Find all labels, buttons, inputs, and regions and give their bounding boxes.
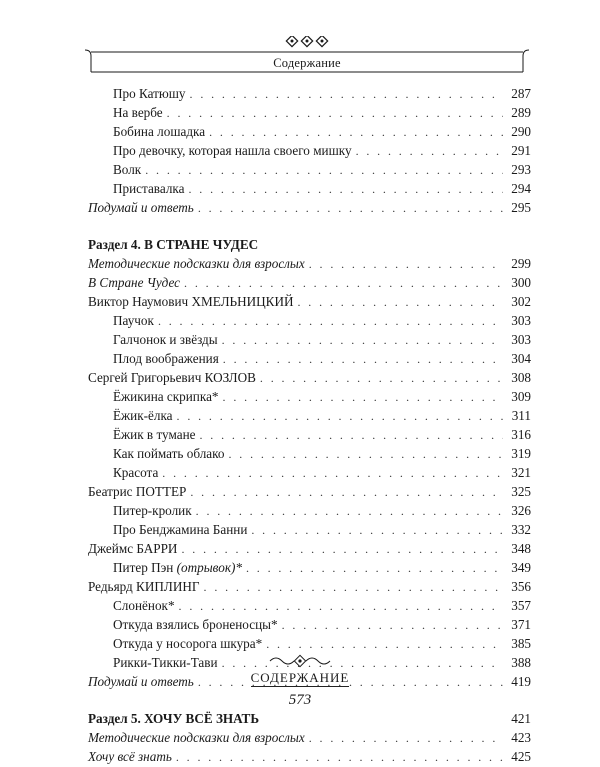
toc-entry <box>88 179 531 198</box>
dot-leader <box>199 426 503 445</box>
dot-leader <box>179 597 503 616</box>
toc-entry-page: 303 <box>511 332 531 347</box>
toc-entry-title: Питер Пэн (отрывок)* <box>113 560 242 575</box>
toc-entry <box>88 141 531 160</box>
toc-entry-page: 299 <box>511 256 531 271</box>
toc-entry-page: 421 <box>511 711 531 726</box>
toc-entry-title: Про Катюшу <box>113 86 186 101</box>
toc-entry <box>88 330 531 349</box>
footer-ornament <box>268 654 332 668</box>
toc-entry-page: 290 <box>511 124 531 139</box>
dot-leader <box>177 407 503 426</box>
toc-entry <box>88 368 531 387</box>
toc-entry <box>88 425 531 444</box>
dot-leader <box>282 616 503 635</box>
toc-entry-page: 388 <box>511 655 531 670</box>
toc-entry-title: Паучок <box>113 313 154 328</box>
dot-leader <box>162 464 503 483</box>
dot-leader <box>246 559 503 578</box>
toc-entry-page: 325 <box>511 484 531 499</box>
toc-entry-page: 311 <box>511 408 531 423</box>
toc-entry-title: Волк <box>113 162 142 177</box>
toc-entry-title: Сергей Григорьевич КОЗЛОВ <box>88 370 256 385</box>
toc-entry-page: 291 <box>511 143 531 158</box>
dot-leader <box>190 483 503 502</box>
toc-entry-title: Ёжик-ёлка <box>113 408 173 423</box>
toc-entry <box>88 482 531 501</box>
toc-entry <box>88 406 531 425</box>
dot-leader <box>228 445 503 464</box>
toc-entry-page: 309 <box>511 389 531 404</box>
toc-entry-title: Про девочку, которая нашла своего мишку <box>113 143 352 158</box>
toc-entry-page: 357 <box>511 598 531 613</box>
toc-entry-page: 321 <box>511 465 531 480</box>
running-header <box>85 36 529 76</box>
toc-entry-title: Бобина лошадка <box>113 124 206 139</box>
dot-leader <box>184 274 503 293</box>
toc-entry-title: Плод воображения <box>113 351 219 366</box>
toc-entry-page: 349 <box>511 560 531 575</box>
dot-leader <box>266 635 503 654</box>
toc-entry <box>88 349 531 368</box>
toc-entry <box>88 728 531 747</box>
dot-leader <box>198 199 503 218</box>
dot-leader <box>196 502 503 521</box>
dot-leader <box>181 540 503 559</box>
toc-entry-title: Галчонок и звёзды <box>113 332 218 347</box>
toc-entry-page: 356 <box>511 579 531 594</box>
toc-entry <box>88 444 531 463</box>
dot-leader <box>223 350 503 369</box>
toc-entry-title: Виктор Наумович ХМЕЛЬНИЦКИЙ <box>88 294 294 309</box>
toc-entry-title: На вербе <box>113 105 163 120</box>
toc-entry-page: 371 <box>511 617 531 632</box>
toc-entry-page: 425 <box>511 749 531 764</box>
toc-entry-note: (отрывок)* <box>176 560 242 575</box>
toc-entry <box>88 103 531 122</box>
toc-entry <box>88 160 531 179</box>
dot-leader <box>251 521 503 540</box>
footer-title: СОДЕРЖАНИЕ <box>250 670 350 685</box>
toc-entry <box>88 292 531 311</box>
toc-entry-title: Приставалка <box>113 181 185 196</box>
dot-leader <box>209 123 503 142</box>
toc-entry-title: Подумай и ответь <box>88 674 194 689</box>
dot-leader <box>167 104 503 123</box>
toc-entry-title: В Стране Чудес <box>88 275 181 290</box>
toc-entry-page: 385 <box>511 636 531 651</box>
toc-entry-title: Джеймс БАРРИ <box>88 541 178 556</box>
toc-entry <box>88 254 531 273</box>
toc-entry-page: 289 <box>511 105 531 120</box>
toc-entry <box>88 122 531 141</box>
toc-entry <box>88 501 531 520</box>
toc-entry-page: 300 <box>511 275 531 290</box>
toc-entry <box>88 311 531 330</box>
toc-entry-title: Слонёнок* <box>113 598 175 613</box>
toc-entry-title: Методические подсказки для взрослых <box>88 730 305 745</box>
toc-entry-page: 316 <box>511 427 531 442</box>
dot-leader <box>309 255 503 274</box>
toc-entry <box>88 615 531 634</box>
toc-entry-title: Ёжик в тумане <box>113 427 196 442</box>
page-number: 573 <box>288 692 312 708</box>
toc-entry-title: Методические подсказки для взрослых <box>88 256 305 271</box>
group-gap <box>88 217 531 235</box>
toc-entry-title: Откуда взялись броненосцы* <box>113 617 278 632</box>
toc-entry-page: 423 <box>511 730 531 745</box>
toc-entry <box>88 577 531 596</box>
dot-leader <box>190 85 503 104</box>
toc-entry-title: Редьярд КИПЛИНГ <box>88 579 200 594</box>
dot-leader <box>176 748 503 767</box>
toc-section-heading <box>88 709 531 728</box>
toc-entry-title: Рикки-Тикки-Тави <box>113 655 218 670</box>
toc-entry-page: 332 <box>511 522 531 537</box>
toc-entry <box>88 539 531 558</box>
toc-entry <box>88 634 531 653</box>
toc-entry-page: 419 <box>511 674 531 689</box>
toc-entry <box>88 273 531 292</box>
toc-entry-title: Красота <box>113 465 159 480</box>
dot-leader <box>260 369 503 388</box>
toc-entry-page: 319 <box>511 446 531 461</box>
dot-leader <box>188 180 503 199</box>
toc-entry <box>88 596 531 615</box>
toc-entry <box>88 198 531 217</box>
toc-entry-title: Хочу всё знать <box>88 749 172 764</box>
toc-entry-title: Питер-кролик <box>113 503 192 518</box>
toc-entry-page: 304 <box>511 351 531 366</box>
toc-section-heading <box>88 235 531 254</box>
toc-entry-page: 308 <box>511 370 531 385</box>
toc-entry-title: Про Бенджамина Банни <box>113 522 248 537</box>
toc-entry-title: Ёжикина скрипка* <box>113 389 219 404</box>
toc-entry-title: Подумай и ответь <box>88 200 194 215</box>
dot-leader <box>356 142 503 161</box>
dot-leader <box>298 293 504 312</box>
toc-entry-title: Раздел 5. ХОЧУ ВСЁ ЗНАТЬ <box>88 711 260 726</box>
toc-entry-page: 294 <box>511 181 531 196</box>
dot-leader <box>222 331 503 350</box>
toc-entry <box>88 558 531 577</box>
toc-entry <box>88 387 531 406</box>
toc-entry-page: 295 <box>511 200 531 215</box>
dot-leader <box>204 578 503 597</box>
toc-entry-title: Раздел 4. В СТРАНЕ ЧУДЕС <box>88 237 259 252</box>
toc-entry-page: 348 <box>511 541 531 556</box>
dot-leader <box>309 729 503 748</box>
toc-entry-page: 293 <box>511 162 531 177</box>
dot-leader <box>158 312 503 331</box>
toc-entry <box>88 520 531 539</box>
toc-entry-title: Как поймать облако <box>113 446 225 461</box>
header-label: Содержание <box>273 56 341 70</box>
toc-entry-page: 287 <box>511 86 531 101</box>
toc-entry-page: 303 <box>511 313 531 328</box>
toc-entry <box>88 463 531 482</box>
toc-entry-page: 326 <box>511 503 531 518</box>
dot-leader <box>145 161 503 180</box>
dot-leader <box>223 388 503 407</box>
toc-entry-page: 302 <box>511 294 531 309</box>
toc-entry-title: Откуда у носорога шкура* <box>113 636 263 651</box>
toc-entry <box>88 84 531 103</box>
toc-entry-title: Беатрис ПОТТЕР <box>88 484 187 499</box>
